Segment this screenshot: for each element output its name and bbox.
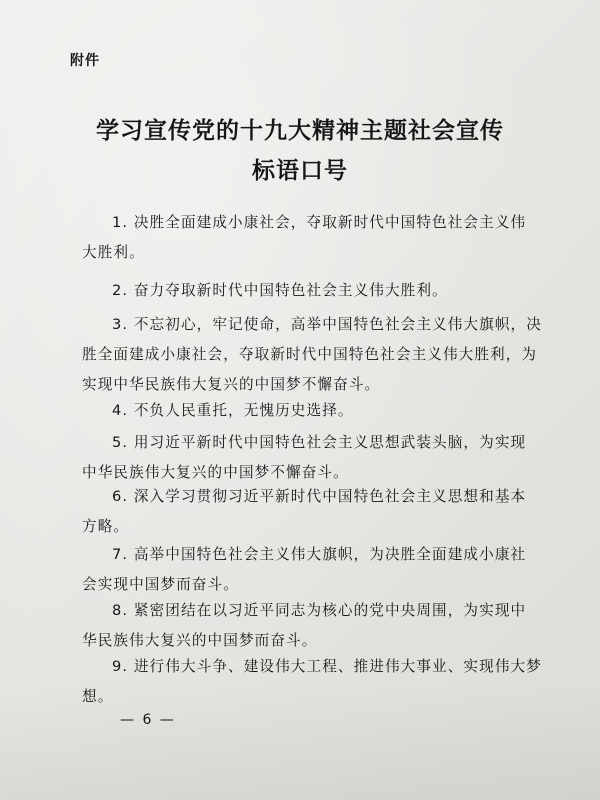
slogan-line: 1. 决胜全面建成小康社会，夺取新时代中国特色社会主义伟	[112, 214, 527, 231]
slogan-line: 5. 用习近平新时代中国特色社会主义思想武装头脑，为实现	[112, 434, 527, 451]
slogan-line: 4. 不负人民重托，无愧历史选择。	[112, 402, 354, 419]
slogan-line: 方略。	[82, 518, 130, 535]
slogan-line: 华民族伟大复兴的中国梦而奋斗。	[82, 632, 318, 649]
slogan-line: 7. 高举中国特色社会主义伟大旗帜，为决胜全面建成小康社	[112, 546, 527, 563]
page-number: — 6 —	[120, 712, 176, 728]
slogan-item-9	[82, 652, 572, 712]
slogan-item-2	[82, 276, 572, 306]
document-title-line-2: 标语口号	[252, 157, 348, 184]
slogan-line: 会实现中国梦而奋斗。	[82, 576, 239, 593]
slogan-item-3	[82, 310, 572, 400]
document-title-line-1: 学习宣传党的十九大精神主题社会宣传	[96, 117, 504, 144]
slogan-item-7	[82, 540, 572, 600]
slogan-line: 实现中华民族伟大复兴的中国梦不懈奋斗。	[82, 376, 381, 393]
slogan-line: 2. 奋力夺取新时代中国特色社会主义伟大胜利。	[112, 282, 448, 299]
slogan-line: 胜全面建成小康社会，夺取新时代中国特色社会主义伟大胜利，为	[82, 346, 538, 363]
slogan-line: 8. 紧密团结在以习近平同志为核心的党中央周围，为实现中	[112, 602, 527, 619]
slogan-line: 大胜利。	[82, 244, 145, 261]
slogan-item-8	[82, 596, 572, 656]
slogan-item-6	[82, 482, 572, 542]
slogan-line: 想。	[82, 688, 114, 705]
slogan-line: 3. 不忘初心，牢记使命，高举中国特色社会主义伟大旗帜，决	[112, 316, 542, 333]
slogan-item-5	[82, 428, 572, 488]
slogan-item-4	[82, 396, 572, 426]
slogan-line: 9. 进行伟大斗争、建设伟大工程、推进伟大事业、实现伟大梦	[112, 658, 542, 675]
slogan-item-1	[82, 208, 572, 268]
attachment-label: 附件	[70, 53, 100, 69]
slogan-line: 6. 深入学习贯彻习近平新时代中国特色社会主义思想和基本	[112, 488, 527, 505]
slogan-line: 中华民族伟大复兴的中国梦不懈奋斗。	[82, 464, 349, 481]
